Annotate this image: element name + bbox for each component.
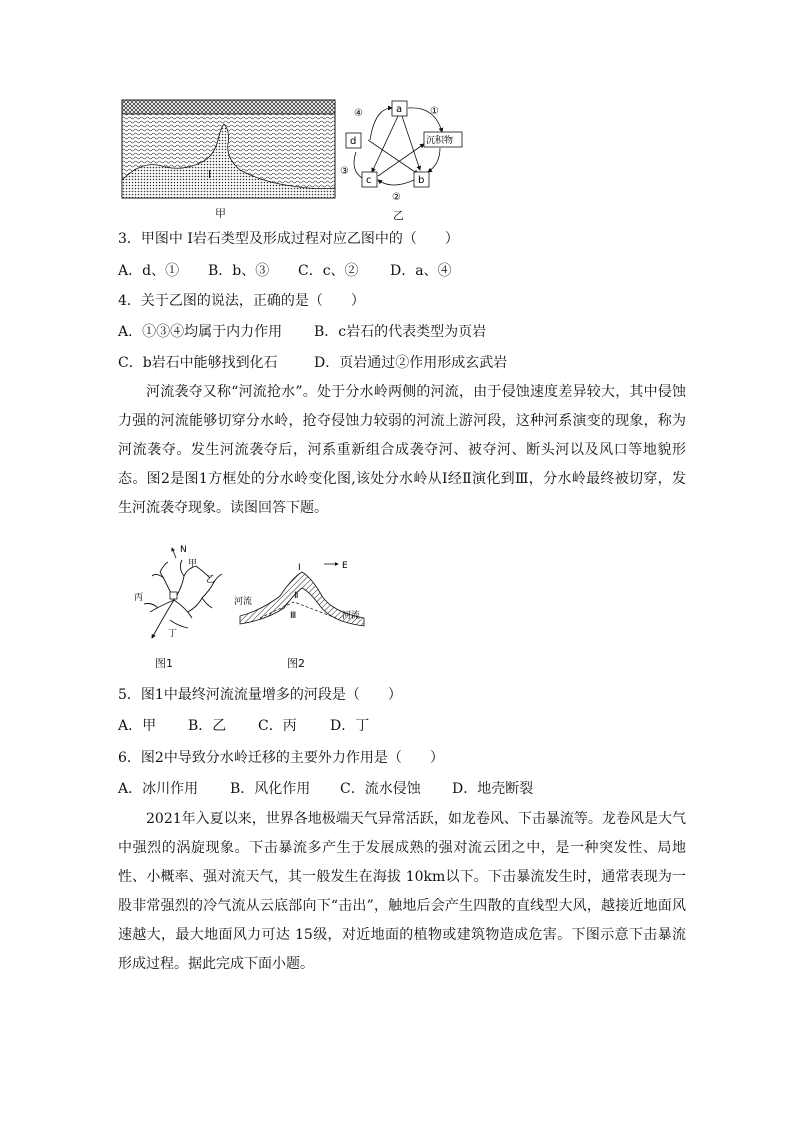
q3-option-b[interactable]: B．b、③ bbox=[208, 263, 270, 279]
fig2-river-right: 河流 bbox=[342, 611, 361, 621]
q3-option-a[interactable]: A．d、① bbox=[118, 263, 180, 279]
question-4-options-row1 bbox=[118, 323, 486, 341]
jia-label-i: Ⅰ bbox=[208, 168, 212, 181]
question-3-stem: 3．甲图中 I岩石类型及形成过程对应乙图中的（ ） bbox=[118, 231, 459, 247]
q3-option-c[interactable]: C．c、② bbox=[298, 263, 359, 279]
question-6-stem: 6．图2中导致分水岭迁移的主要外力作用是（ ） bbox=[118, 750, 444, 766]
figure-jia-caption: 甲 bbox=[215, 207, 226, 220]
node-c: c bbox=[366, 175, 372, 186]
q5-option-d[interactable]: D．丁 bbox=[330, 718, 370, 734]
q6-option-b[interactable]: B．风化作用 bbox=[230, 781, 311, 797]
fig2-ii: Ⅱ bbox=[294, 591, 299, 601]
q6-option-a[interactable]: A．冰川作用 bbox=[118, 781, 199, 797]
fig2-east: E bbox=[342, 561, 348, 571]
q4-option-a[interactable]: A．①③④均属于内力作用 bbox=[118, 324, 283, 340]
arrow-4-label: ④ bbox=[354, 108, 363, 119]
q6-option-c[interactable]: C．流水侵蚀 bbox=[340, 781, 421, 797]
arrow-2-label: ② bbox=[392, 192, 401, 203]
q4-option-d[interactable]: D．页岩通过②作用形成玄武岩 bbox=[314, 355, 508, 371]
fig2-iii: Ⅲ bbox=[290, 611, 297, 621]
fig2-i: Ⅰ bbox=[298, 563, 301, 573]
question-5-stem: 5．图1中最终河流流量增多的河段是（ ） bbox=[118, 687, 402, 703]
q5-option-b[interactable]: B．乙 bbox=[188, 718, 227, 734]
question-6-options bbox=[118, 780, 533, 798]
figure-jia bbox=[122, 100, 336, 200]
q6-option-d[interactable]: D．地壳断裂 bbox=[452, 781, 534, 797]
node-b: b bbox=[418, 175, 425, 186]
arrow-1-label: ① bbox=[430, 106, 439, 117]
figure-1-caption: 图1 bbox=[155, 657, 173, 670]
fig1-yi: 乙 bbox=[206, 575, 216, 585]
question-5-options bbox=[118, 717, 369, 735]
question-4-stem: 4．关于乙图的说法，正确的是（ ） bbox=[118, 293, 365, 309]
q5-option-a[interactable]: A．甲 bbox=[118, 718, 157, 734]
fig1-ding: 丁 bbox=[168, 629, 178, 639]
passage-river-capture: 河流袭夺又称“河流抢水”。处于分水岭两侧的河流，由于侵蚀速度差异较大，其中侵蚀力强的河流能够切穿分水岭，抢夺侵蚀力较弱的河流上游河段，这种河系演变的现象，称为河流袭夺。发生河流袭夺后，河系重新组合成袭夺河、被夺河、断头河以及风口等地貌形态。图2是图1方框处的分水岭变化图,该处分水岭从Ⅰ经Ⅱ演化到Ⅲ，分水岭最终被切穿，发生河流袭夺现象。读图回答下题。 bbox=[118, 384, 686, 516]
figure-yi bbox=[340, 100, 480, 203]
question-3-options bbox=[118, 262, 452, 280]
figure-yi-caption: 乙 bbox=[393, 209, 404, 222]
figure-1 bbox=[130, 542, 230, 652]
node-sediment: 沉积物 bbox=[426, 136, 454, 146]
q4-option-b[interactable]: B．c岩石的代表类型为页岩 bbox=[314, 324, 487, 340]
fig1-jia: 甲 bbox=[188, 559, 198, 569]
node-d: d bbox=[350, 136, 357, 147]
figure-2-caption: 图2 bbox=[287, 657, 305, 670]
question-4-options-row2 bbox=[118, 354, 507, 372]
fig2-river-left: 河流 bbox=[234, 597, 253, 607]
q4-option-c[interactable]: C．b岩石中能够找到化石 bbox=[118, 355, 278, 371]
arrow-3-label: ③ bbox=[340, 166, 349, 177]
passage-downburst: 2021年入夏以来，世界各地极端天气异常活跃，如龙卷风、下击暴流等。龙卷风是大气中强烈的涡旋现象。下击暴流多产生于发展成熟的强对流云团之中，是一种突发性、局地性、小概率、强对流天气，其一般发生在海拔 10km以下。下击暴流发生时，通常表现为一股非常强烈的冷气流从云底部向下“击出”，触地后会产生四散的直线型大风，越接近地面风速越大，最大地面风力可达 15级，对近地面的植物或建筑物造成危害。下图示意下击暴流形成过程。据此完成下面小题。 bbox=[118, 811, 686, 972]
fig1-bing: 丙 bbox=[134, 593, 144, 603]
node-a: a bbox=[396, 104, 403, 115]
q3-option-d[interactable]: D．a、④ bbox=[390, 263, 452, 279]
fig1-north: N bbox=[180, 545, 187, 555]
figure-2 bbox=[232, 556, 372, 646]
q5-option-c[interactable]: C．丙 bbox=[258, 718, 297, 734]
